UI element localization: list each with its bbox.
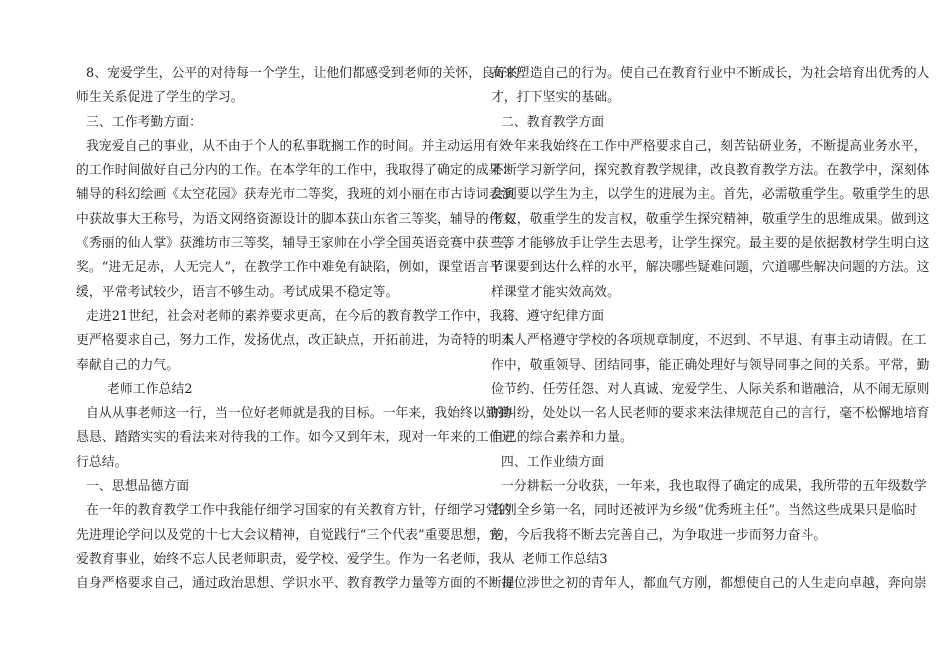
- text-line: 才，打下坚实的基础。: [491, 90, 620, 106]
- text-line: 师生关系促进了学生的学习。: [76, 90, 244, 106]
- text-line: 在一年的教育教学工作中我能仔细学习国家的有关教育方针，仔细学习党的: [86, 503, 512, 519]
- text-line: 中获故事大王称号，为语文网络资源设计的脚本获山东省三等奖，辅导的作文: [76, 211, 515, 227]
- text-line: 考权，敬重学生的发言权，敬重学生探究精神，敬重学生的思维成果。做到这: [491, 211, 930, 227]
- text-line: 恳恳、踏踏实实的看法来对待我的工作。如今又到年末，现对一年来的工作进: [76, 430, 515, 446]
- text-line: 会到要以学生为主，以学生的进展为主。首先，必需敬重学生。敬重学生的思: [491, 187, 930, 203]
- text-line: 更严格要求自己，努力工作，发扬优点，改正缺点，开拓前进，为奇特的明天: [76, 333, 515, 349]
- text-line: 的，今后我将不断去完善自己，为争取进一步而努力奋斗。: [491, 527, 827, 543]
- text-line: 走进21世纪，社会对老师的素养要求更高，在今后的教育教学工作中，我将: [86, 308, 516, 324]
- text-line: 不断学习新学问，探究教育教学规律，改良教育教学方法。在教学中，深刻体: [491, 163, 930, 179]
- text-line: 高来塑造自己的行为。使自己在教育行业中不断成长，为社会培育出优秀的人: [491, 66, 930, 81]
- text-line: 样课堂才能实效高效。: [491, 284, 620, 300]
- section-title: 老师工作总结3: [522, 551, 608, 567]
- text-line: 自身严格要求自己，通过政治思想、学识水平、教育教学力量等方面的不断提: [76, 576, 515, 592]
- text-line: 些，才能够放手让学生去思考，让学生探究。最主要的是依据教材学生明白这: [491, 236, 930, 252]
- section-heading: 三、工作考勤方面：: [86, 114, 203, 130]
- text-line: 缓，平常考试较少，语言不够生动。考试成果不稳定等。: [76, 284, 399, 300]
- text-line: 自己的综合素养和力量。: [491, 430, 633, 446]
- text-line: 行总结。: [76, 454, 128, 470]
- text-line: 一分耕耘一分收获，一年来，我也取得了确定的成果，我所带的五年级数学: [501, 479, 927, 495]
- text-line: 一年来我始终在工作中严格要求自己，刻苦钻研业务，不断提高业务水平，: [501, 138, 927, 154]
- section-heading: 四、工作业绩方面: [501, 454, 605, 470]
- text-line: 奖。“进无足赤，人无完人”，在教学工作中难免有缺陷，例如，课堂语言平: [76, 260, 502, 276]
- text-line: 辅导的科幻绘画《太空花园》获寿光市二等奖，我班的刘小丽在市古诗词表演: [76, 187, 515, 203]
- text-line: 爱教育事业，始终不忘人民老师职责，爱学校、爱学生。作为一名老师，我从: [76, 551, 515, 567]
- text-line: 8、宠爱学生，公平的对待每一个学生，让他们都感受到老师的关怀，良好的: [86, 66, 520, 81]
- text-line: 作中，敬重领导、团结同事，能正确处理好与领导同事之间的关系。平常，勤: [491, 357, 930, 373]
- text-line: 节课要到达什么样的水平，解决哪些疑难问题，穴道哪些解决问题的方法。这: [491, 260, 930, 276]
- left-text-column: [76, 62, 520, 597]
- text-line: 的工作时间做好自己分内的工作。在本学年的工作中，我取得了确定的成果：: [76, 163, 515, 179]
- right-text-column: [491, 62, 930, 597]
- text-line: 我宠爱自己的事业，从不由于个人的私事耽搁工作的时间。并主动运用有效: [86, 138, 512, 154]
- section-heading: 一、思想品德方面: [86, 479, 190, 495]
- text-line: 名列全乡第一名，同时还被评为乡级“优秀班主任”。当然这些成果只是临时: [491, 503, 917, 519]
- text-line: 本人严格遵守学校的各项规章制度，不迟到、不早退、有事主动请假。在工: [501, 333, 927, 349]
- text-line: 的纠纷，处处以一名人民老师的要求来法律规范自己的言行，毫不松懈地培育: [491, 406, 930, 422]
- text-line: 自从从事老师这一行，当一位好老师就是我的目标。一年来，我始终以勤勤: [86, 406, 512, 422]
- section-heading: 二、教育教学方面: [501, 114, 605, 130]
- text-line: 奉献自己的力气。: [76, 357, 180, 373]
- section-title: 老师工作总结2: [107, 381, 193, 397]
- text-line: 每位涉世之初的青年人，都血气方刚，都想使自己的人生走向卓越，奔向崇: [501, 576, 927, 592]
- text-line: 先进理论学问以及党的十七大会议精神，自觉践行“三个代表”重要思想，宠: [76, 527, 502, 543]
- text-line: 俭节约、任劳任怨、对人真诚、宠爱学生、人际关系和谐融洽，从不闹无原则: [491, 381, 930, 397]
- text-line: 《秀丽的仙人掌》获潍坊市三等奖，辅导王家帅在小学全国英语竞赛中获三等: [76, 236, 515, 252]
- section-heading: 三、遵守纪律方面: [501, 308, 605, 324]
